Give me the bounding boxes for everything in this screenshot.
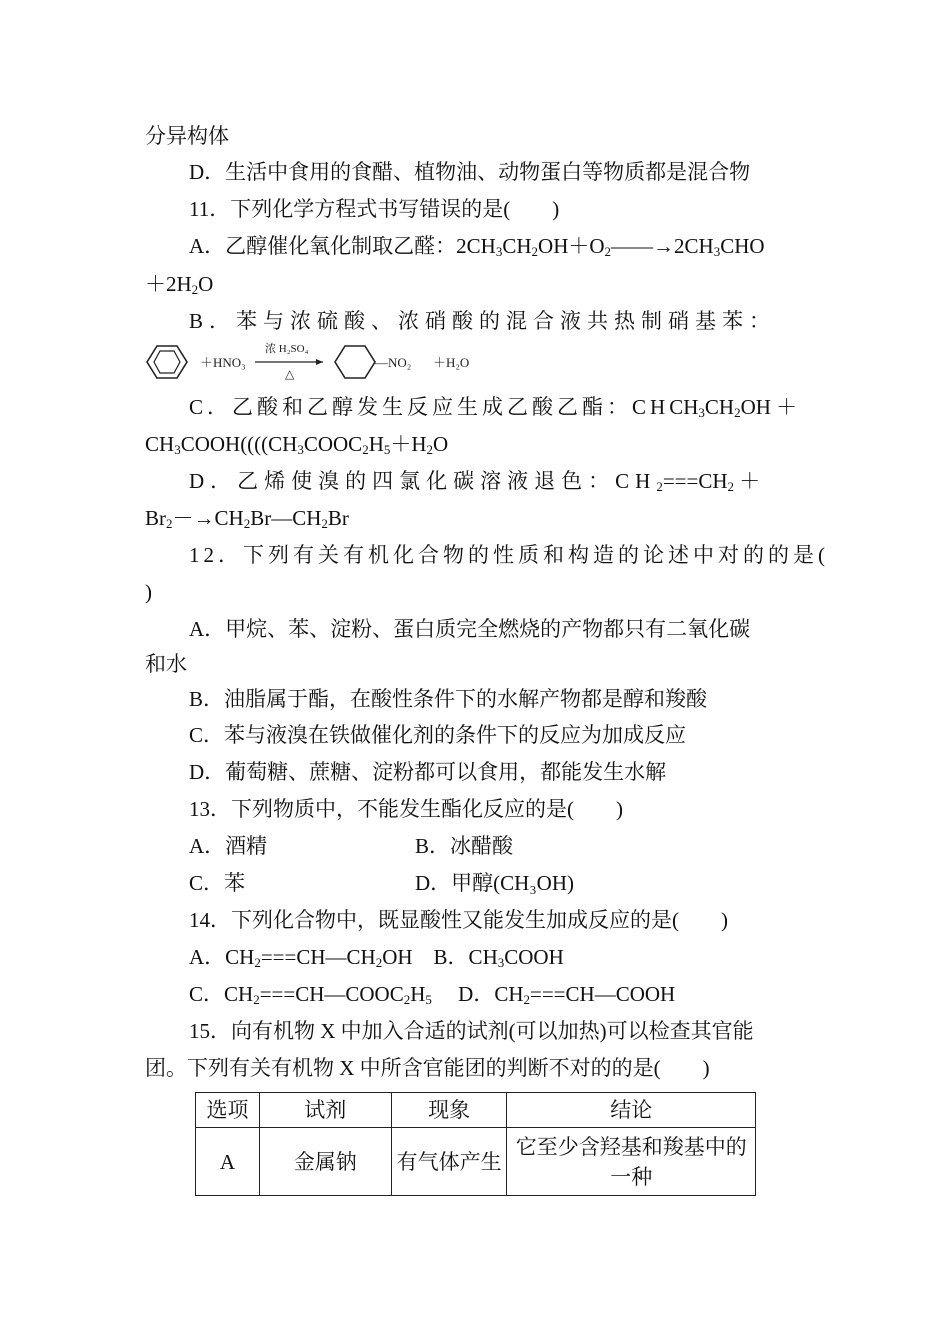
table-header-row — [196, 1093, 756, 1128]
option-b-q13: B．冰醋酸 — [415, 834, 514, 858]
option-a-q11-text: A．乙醇催化氧化制取乙醛：2CH — [189, 234, 496, 258]
option-d-q10: D．生活中食用的食醋、植物油、动物蛋白等物质都是混合物 — [189, 160, 751, 184]
question-15-cont: 团。下列有关有机物 X 中所含官能团的判断不对的的是( ) — [145, 1056, 710, 1080]
option-c-q11-text: C．乙酸和乙醇发生反应生成乙酸乙酯：CH — [189, 395, 670, 419]
option-d-q11: D．乙烯使溴的四氯化碳溶液退色：$CH_2===CH_2$ ＋ — [189, 469, 761, 494]
option-c-q11: C．乙酸和乙醇发生反应生成乙酸乙酯：$CHCH_3CH_2OH$ ＋ — [189, 395, 798, 420]
nitration-reaction-equation — [145, 340, 485, 384]
question-13: 13．下列物质中，不能发生酯化反应的是( ) — [189, 797, 623, 821]
question-12: 12．下列有关有机化合物的性质和构造的论述中对的的是( — [189, 543, 829, 567]
condition-heat: △ — [285, 367, 295, 381]
option-b-q12: B．油脂属于酯，在酸性条件下的水解产物都是醇和羧酸 — [189, 687, 708, 711]
test-table — [195, 1092, 756, 1196]
option-a-q11: A．乙醇催化氧化制取乙醛：$2CH_3CH_2OH+O_2——\to 2CH_3CHO$ — [189, 234, 765, 259]
option-a-q13: A．酒精 — [189, 834, 268, 858]
option-c-q13: C．苯 — [189, 871, 246, 895]
question-15: 15．向有机物 X 中加入合适的试剂(可以加热)可以检查其官能 — [189, 1019, 754, 1043]
condition-catalyst: 浓 H₂SO₄ — [265, 343, 309, 355]
table-row — [196, 1128, 756, 1196]
option-d-q11-text: D．乙烯使溴的四氯化碳溶液退色：CH — [189, 469, 657, 493]
option-d-q11-cont: $Br_2-\to CH_2Br—CH_2Br$ — [145, 506, 349, 531]
question-14: 14．下列化合物中，既显酸性又能发生加成反应的是( ) — [189, 908, 728, 932]
question-11: 11．下列化学方程式书写错误的是( ) — [189, 197, 560, 221]
table-header: 试剂 — [259, 1093, 391, 1128]
option-b-q11: B．苯与浓硫酸、浓硝酸的混合液共热制硝基苯： — [189, 309, 777, 333]
table-cell: 有气体产生 — [391, 1128, 507, 1196]
option-a-q12: A．甲烷、苯、淀粉、蛋白质完全燃烧的产物都只有二氧化碳 — [189, 617, 751, 641]
option-d-q12: D．葡萄糖、蔗糖、淀粉都可以食用，都能发生水解 — [189, 760, 667, 784]
table-cell: A — [196, 1128, 260, 1196]
table-header: 现象 — [391, 1093, 507, 1128]
table-cell: 它至少含羟基和羧基中的一种 — [507, 1128, 756, 1196]
product-water: ＋H₂O — [433, 355, 470, 370]
question-12-cont: ) — [145, 580, 152, 604]
option-a-q12-cont: 和水 — [145, 652, 187, 676]
reagent-hno3: ＋HNO₃ — [200, 355, 246, 370]
option-a-q11-cont: $+2H_2O$ — [145, 272, 214, 297]
options-cd-q14: C．$CH_2===CH—COOC_2H_5$ D．$CH_2===CH—COOH$ — [189, 982, 676, 1007]
table-header: 结论 — [507, 1093, 756, 1128]
option-c-q11-cont: $CH_3COOH((((CH_3COOC_2H_5+H_2O$ — [145, 432, 449, 457]
option-c-q12: C．苯与液溴在铁做催化剂的条件下的反应为加成反应 — [189, 723, 687, 747]
nitro-group: —NO₂ — [375, 355, 412, 370]
options-ab-q14: A．$CH_2===CH—CH_2OH$ B．$CH_3COOH$ — [189, 945, 564, 970]
table-cell: 金属钠 — [259, 1128, 391, 1196]
nitrobenzene-ring-icon — [335, 346, 375, 378]
table-header: 选项 — [196, 1093, 260, 1128]
option-a-q11-cont-text: ＋2H — [145, 272, 192, 296]
option-d-q13: D．甲醇(CH₃OH) — [415, 871, 574, 895]
text-line: 分异构体 — [145, 124, 229, 148]
